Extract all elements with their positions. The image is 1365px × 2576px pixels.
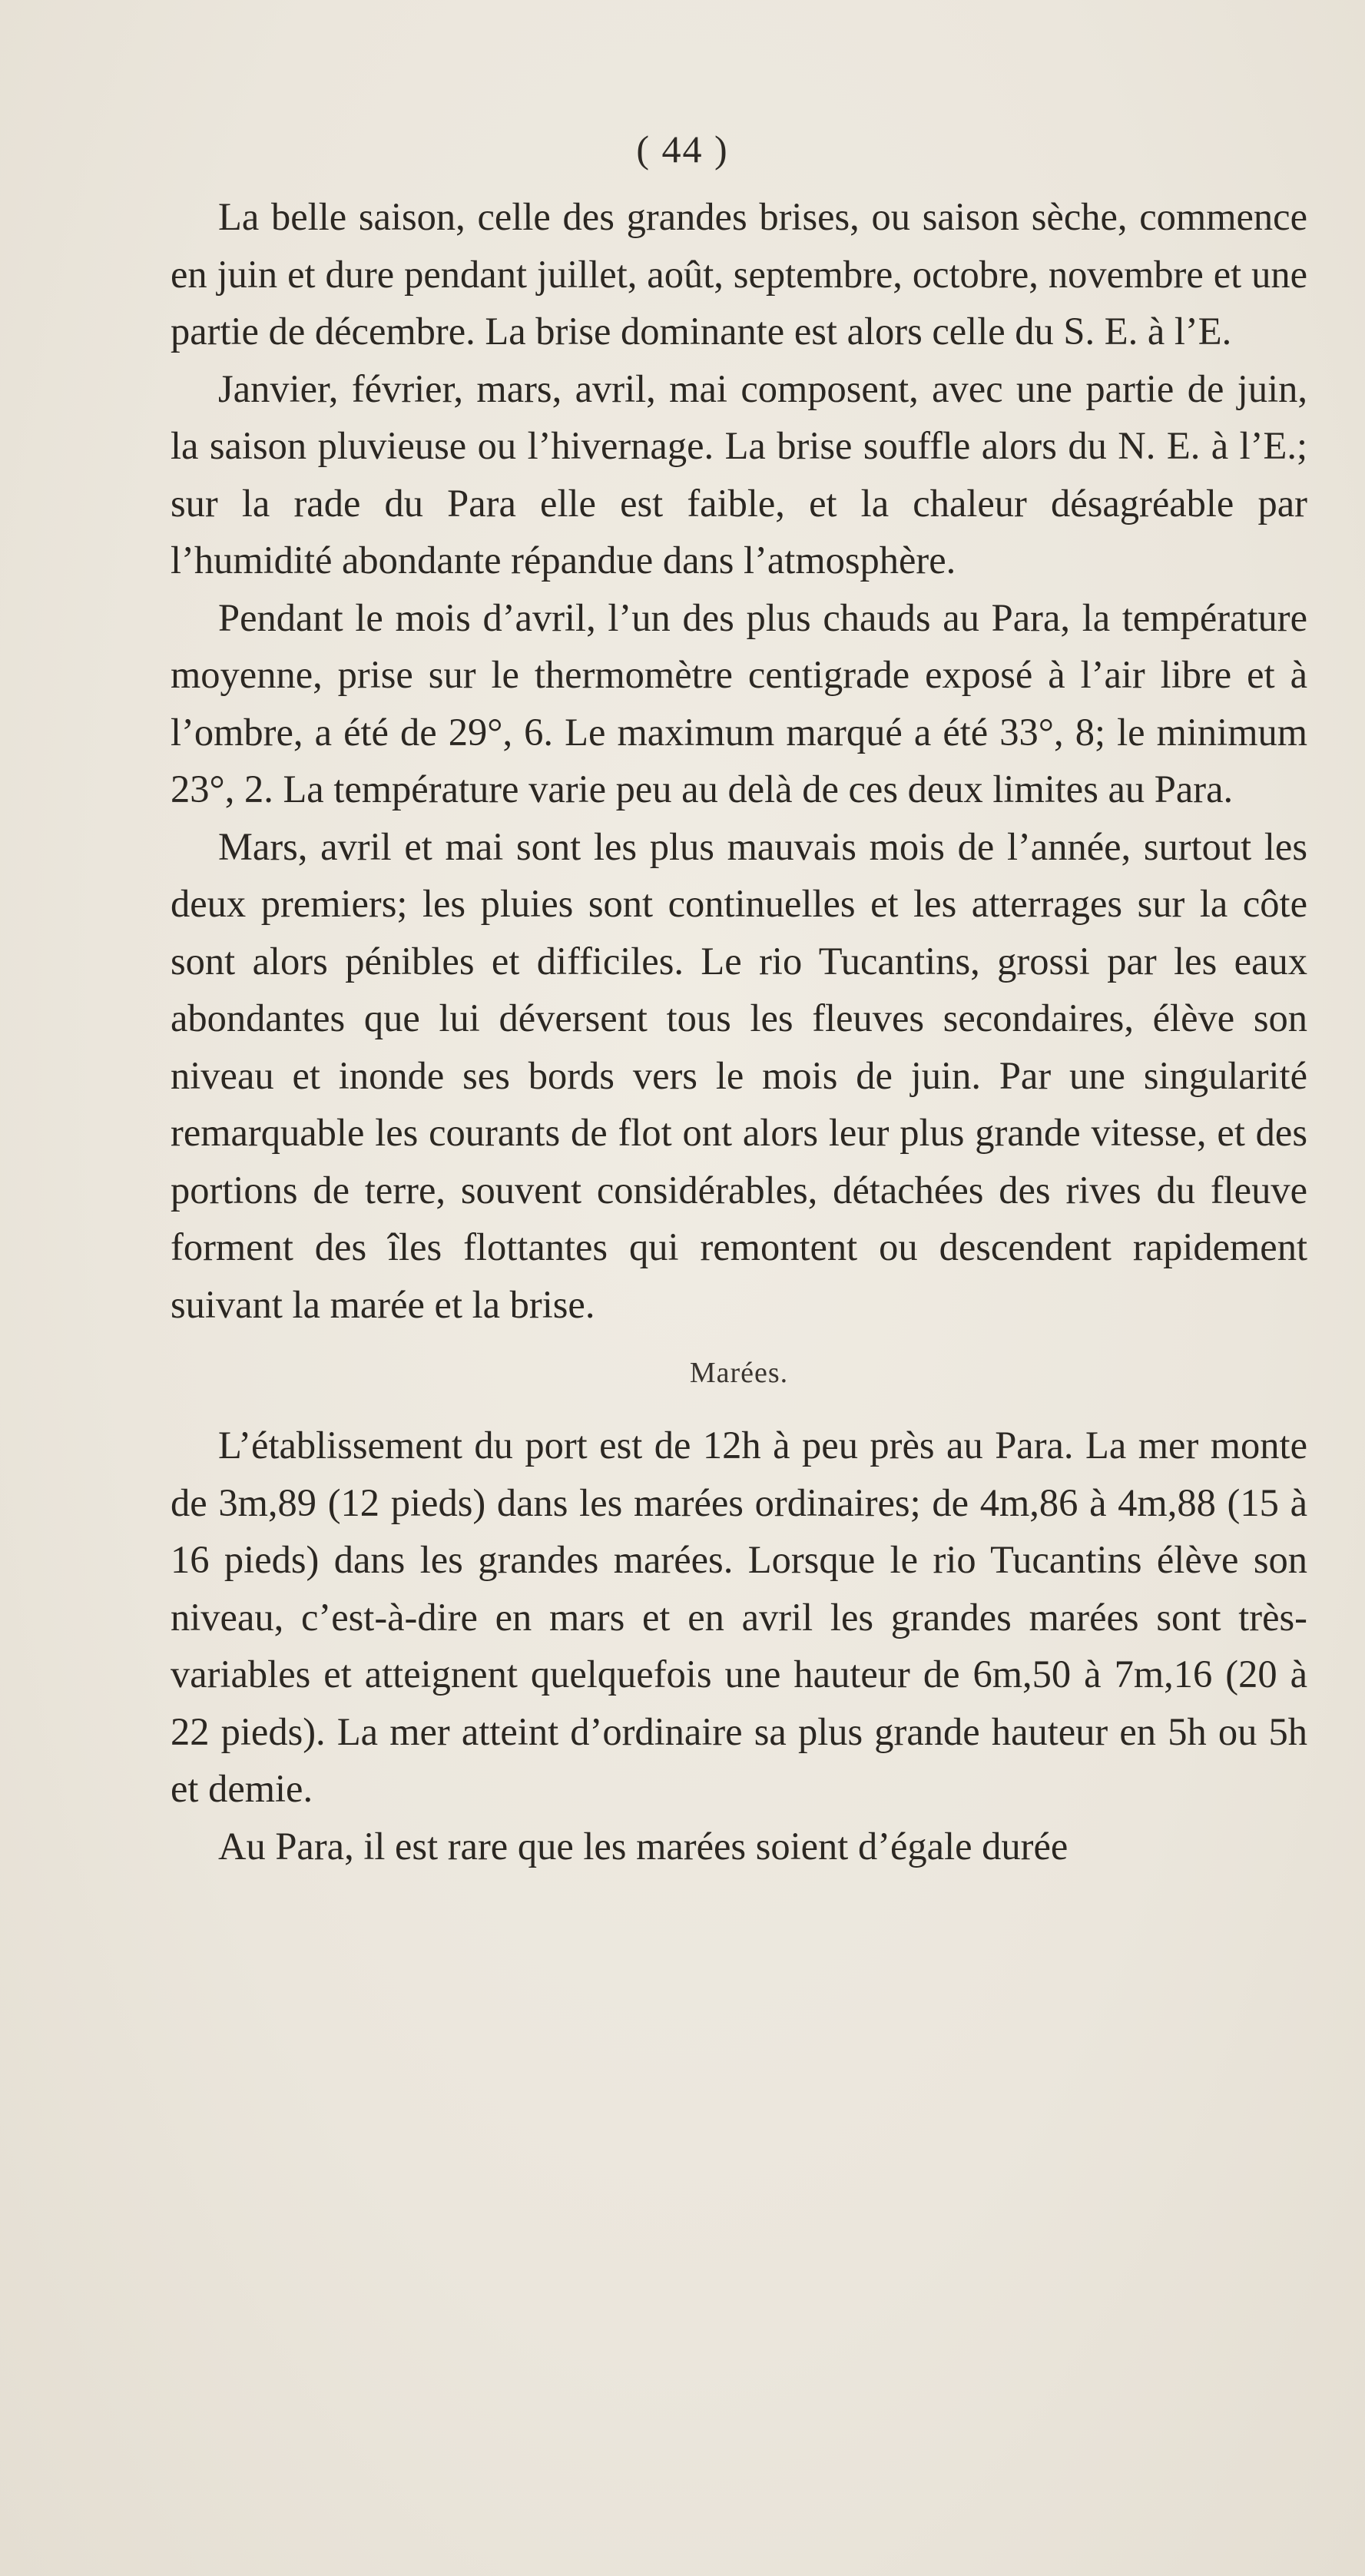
section-heading-marees: Marées. bbox=[689, 1357, 789, 1389]
text-body bbox=[171, 188, 1307, 1875]
page-number: ( 44 ) bbox=[636, 128, 729, 171]
paragraph-dry-season: La belle saison, celle des grandes brises, ou saison sèche, commence en juin et dure pendant juillet, août, septembre, octobre, novembre et une partie de décembre. La brise dominante est alors celle du S. E. à l’E. bbox=[171, 195, 1307, 353]
paragraph-temperature: Pendant le mois d’avril, l’un des plus chauds au Para, la température moyenne, prise sur le thermomètre centigrade exposé à l’air libre et à l’ombre, a été de 29°, 6. Le maximum marqué a été 33°, 8; le minimum 23°, 2. La température varie peu au delà de ces deux limites au Para. bbox=[171, 595, 1307, 811]
paragraph-port-establishment: L’établissement du port est de 12h à peu près au Para. La mer monte de 3m,89 (12 pieds) dans les marées ordinaires; de 4m,86 à 4m,88 (15 à 16 pieds) dans les grandes marées. Lorsque le rio Tucantins élève son niveau, c’est-à-dire en mars et en avril les grandes marées sont très-variables et atteignent quelquefois une hauteur de 6m,50 à 7m,16 (20 à 22 pieds). La mer atteint d’ordinaire sa plus grande hauteur en 5h ou 5h et demie. bbox=[171, 1424, 1307, 1810]
paragraph-tide-duration: Au Para, il est rare que les marées soient d’égale durée bbox=[218, 1824, 1068, 1868]
paragraph-bad-months: Mars, avril et mai sont les plus mauvais mois de l’année, surtout les deux premiers; les pluies sont continuelles et les atterrages sur la côte sont alors pénibles et difficiles. Le rio Tucantins, grossi par les eaux abondantes que lui déversent tous les fleuves secondaires, élève son niveau et inonde ses bords vers le mois de juin. Par une singularité remarquable les courants de flot ont alors leur plus grande vitesse, et des portions de terre, souvent considérables, détachées des rives du fleuve forment des îles flottantes qui remontent ou descendent rapidement suivant la marée et la brise. bbox=[171, 824, 1307, 1326]
paragraph-rainy-season: Janvier, février, mars, avril, mai composent, avec une partie de juin, la saison pluvieuse ou l’hivernage. La brise souffle alors du N. E. à l’E.; sur la rade du Para elle est faible, et la chaleur désagréable par l’humidité abondante répandue dans l’atmosphère. bbox=[171, 366, 1307, 582]
